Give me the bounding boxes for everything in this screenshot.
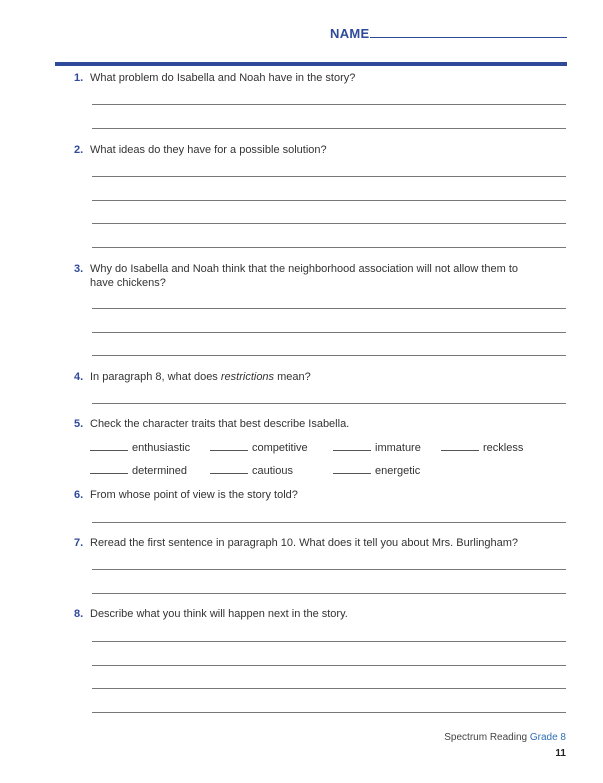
question-7 <box>74 536 568 550</box>
question-number: 8. <box>74 608 84 620</box>
trait-label: immature <box>375 442 421 454</box>
page-number: 11 <box>555 748 566 759</box>
question-number: 4. <box>74 371 84 383</box>
answer-line[interactable] <box>92 176 566 177</box>
question-number: 2. <box>74 144 84 156</box>
question-text-continued: have chickens? <box>90 277 166 289</box>
question-text: Why do Isabella and Noah think that the neighborhood association will not allow them to <box>90 263 519 275</box>
trait-option[interactable] <box>90 441 190 455</box>
question-text-end: mean? <box>274 371 311 383</box>
answer-line[interactable] <box>92 332 566 333</box>
question-text: What problem do Isabella and Noah have in the story? <box>90 72 356 84</box>
answer-line[interactable] <box>92 569 566 570</box>
question-term: restrictions <box>220 371 275 383</box>
trait-option[interactable] <box>90 464 187 478</box>
trait-option[interactable] <box>333 464 420 478</box>
question-text: From whose point of view is the story told? <box>90 489 298 501</box>
trait-label: determined <box>132 465 188 477</box>
trait-option[interactable] <box>210 464 293 478</box>
question-2 <box>74 143 568 157</box>
question-text: Check the character traits that best describe Isabella. <box>90 418 350 430</box>
question-number: 3. <box>74 263 84 275</box>
trait-option[interactable] <box>333 441 421 455</box>
question-1 <box>74 71 568 85</box>
answer-line[interactable] <box>92 688 566 689</box>
answer-line[interactable] <box>92 308 566 309</box>
question-text: In paragraph 8, what does <box>90 371 221 383</box>
header-divider <box>55 62 567 66</box>
series-name: Spectrum Reading <box>444 732 528 743</box>
answer-line[interactable] <box>92 522 566 523</box>
trait-checkbox[interactable] <box>333 442 371 451</box>
trait-label: reckless <box>483 442 524 454</box>
name-field[interactable] <box>370 37 567 38</box>
footer-series <box>444 732 566 743</box>
trait-label: competitive <box>252 442 308 454</box>
question-4 <box>74 370 568 384</box>
grade-label: Grade 8 <box>529 732 566 743</box>
answer-line[interactable] <box>92 128 566 129</box>
trait-checkbox[interactable] <box>90 465 128 474</box>
trait-label: energetic <box>375 465 421 477</box>
question-number: 1. <box>74 72 84 84</box>
question-number: 7. <box>74 537 84 549</box>
trait-checkbox[interactable] <box>333 465 371 474</box>
trait-label: cautious <box>252 465 293 477</box>
trait-label: enthusiastic <box>132 442 191 454</box>
question-5 <box>74 417 568 431</box>
question-8 <box>74 607 568 621</box>
answer-line[interactable] <box>92 104 566 105</box>
answer-line[interactable] <box>92 355 566 356</box>
answer-line[interactable] <box>92 593 566 594</box>
name-label: NAME <box>330 26 370 41</box>
answer-line[interactable] <box>92 200 566 201</box>
question-3 <box>74 262 568 290</box>
question-6 <box>74 488 568 502</box>
answer-line[interactable] <box>92 247 566 248</box>
question-text: Describe what you think will happen next in the story. <box>90 608 348 620</box>
answer-line[interactable] <box>92 403 566 404</box>
question-text: What ideas do they have for a possible solution? <box>90 144 327 156</box>
trait-option[interactable] <box>441 441 523 455</box>
trait-checkbox[interactable] <box>210 442 248 451</box>
question-text: Reread the first sentence in paragraph 10. What does it tell you about Mrs. Burlingham? <box>90 537 519 549</box>
trait-checkbox[interactable] <box>441 442 479 451</box>
trait-checkbox[interactable] <box>210 465 248 474</box>
answer-line[interactable] <box>92 223 566 224</box>
question-number: 6. <box>74 489 84 501</box>
trait-checkbox[interactable] <box>90 442 128 451</box>
answer-line[interactable] <box>92 665 566 666</box>
answer-line[interactable] <box>92 641 566 642</box>
question-number: 5. <box>74 418 84 430</box>
trait-option[interactable] <box>210 441 308 455</box>
answer-line[interactable] <box>92 712 566 713</box>
